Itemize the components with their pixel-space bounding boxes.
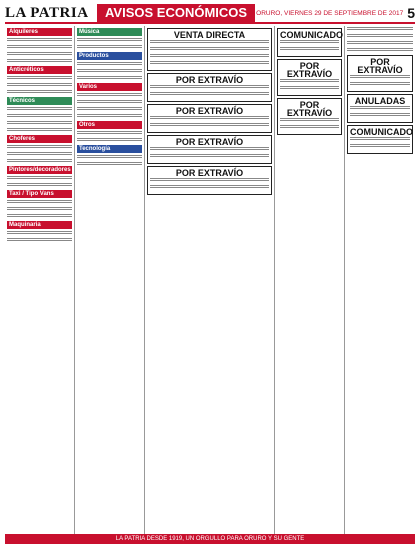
display-ad <box>147 28 272 71</box>
notice-title: POR EXTRAVÍO <box>175 106 244 116</box>
category-header: Otros <box>77 121 142 129</box>
category-header: Tecnología <box>77 145 142 153</box>
dateline: ORURO, VIERNES 29 DE SEPTIEMBRE DE 2017 <box>256 9 404 17</box>
category-header: Varios <box>77 83 142 91</box>
notice <box>277 59 342 96</box>
category-header: Choferes <box>7 135 72 143</box>
column-2 <box>75 26 145 536</box>
column-5 <box>345 26 415 536</box>
notice-title: COMUNICADO <box>350 127 413 137</box>
column-4 <box>275 26 345 536</box>
notice-title: POR EXTRAVÍO <box>286 100 333 118</box>
masthead-logo: LA PATRIA <box>5 4 89 21</box>
category-header: Pintores/decoradores <box>9 167 71 173</box>
notice-title: POR EXTRAVÍO <box>286 61 333 79</box>
notice <box>347 55 413 92</box>
category-header: Taxi / Tipo Vans <box>7 190 72 198</box>
notice-title: POR EXTRAVÍO <box>175 137 244 147</box>
category-header: Música <box>77 28 142 36</box>
page-footer: LA PATRIA DESDE 1919, UN ORGULLO PARA ORURO Y SU GENTE <box>5 534 415 544</box>
category-header: Maquinaria <box>7 221 72 229</box>
section-title: AVISOS ECONÓMICOS <box>97 4 255 22</box>
notice-title: POR EXTRAVÍO <box>175 75 244 85</box>
notice-title: ANULADAS <box>354 96 406 106</box>
notice <box>147 166 272 195</box>
notice-title: COMUNICADO <box>280 30 343 40</box>
category-header: Productos <box>77 52 142 60</box>
notice <box>347 94 413 123</box>
category-header: Técnicos <box>7 97 72 105</box>
notice-title: POR EXTRAVÍO <box>357 57 403 75</box>
column-3 <box>145 26 275 536</box>
notice <box>147 135 272 164</box>
page-number: 5 <box>407 5 415 21</box>
notice-title: POR EXTRAVÍO <box>175 168 244 178</box>
column-1 <box>5 26 75 536</box>
page-header <box>5 4 415 24</box>
page-body <box>5 26 415 536</box>
ad-title: VENTA DIRECTA <box>173 30 246 40</box>
notice <box>277 28 342 57</box>
notice <box>147 104 272 133</box>
notice <box>347 125 413 154</box>
notice <box>277 98 342 135</box>
category-header: Alquileres <box>7 28 72 36</box>
category-header: Anticréticos <box>7 66 72 74</box>
notice <box>147 73 272 102</box>
